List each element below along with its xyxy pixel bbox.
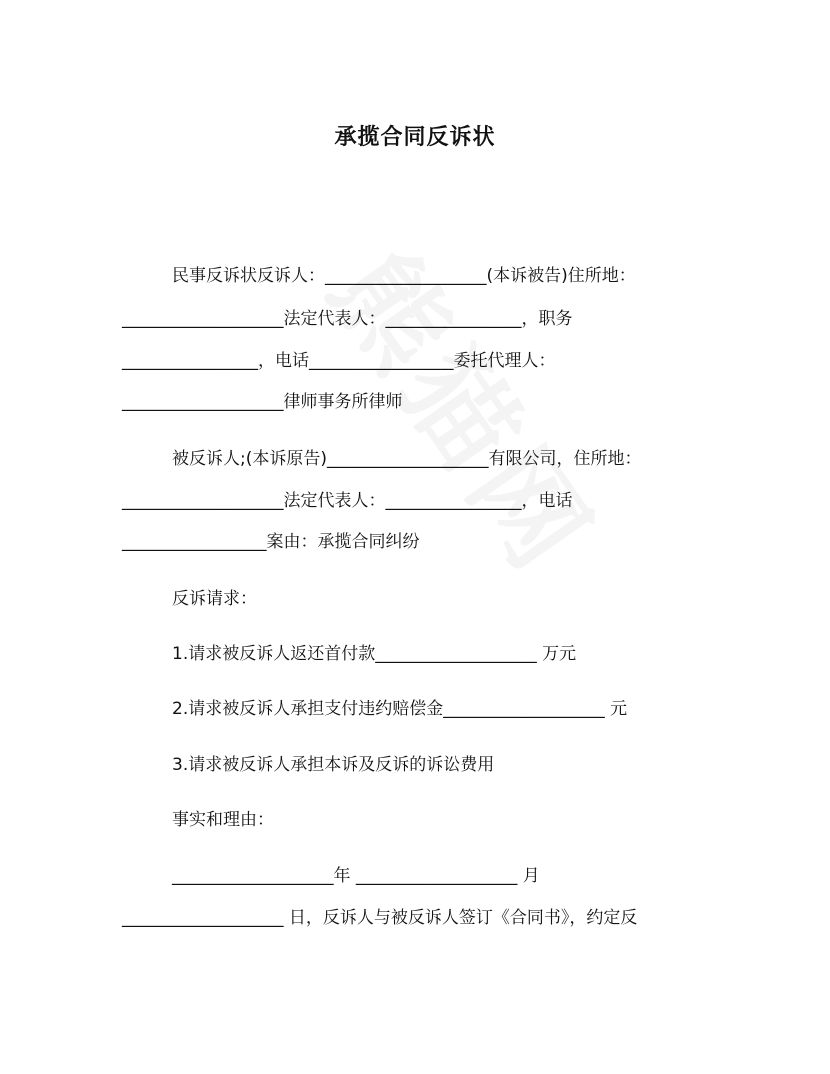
claim-item-2: 2.请求被反诉人承担支付违约赔偿金___________________ 元: [172, 699, 628, 719]
defendant-line-2: ___________________法定代表人：________________，电话: [122, 491, 573, 511]
plaintiff-line-3: ________________，电话_________________委托代理人：: [122, 351, 556, 371]
defendant-line-1: 被反诉人;(本诉原告)___________________有限公司，住所地：: [172, 449, 642, 469]
claim-item-3: 3.请求被反诉人承担本诉及反诉的诉讼费用: [172, 755, 495, 775]
facts-heading: 事实和理由：: [172, 810, 274, 830]
claim-item-1: 1.请求被反诉人返还首付款___________________ 万元: [172, 644, 577, 664]
claims-heading: 反诉请求：: [172, 589, 257, 609]
document-title: 承揽合同反诉状: [334, 125, 496, 150]
plaintiff-line-2: ___________________法定代表人：________________，职务: [122, 309, 573, 329]
facts-line-1: ___________________年 ___________________ 月: [172, 866, 540, 886]
plaintiff-line-1: 民事反诉状反诉人：___________________(本诉被告)住所地：: [172, 266, 636, 286]
facts-line-2: ___________________ 日，反诉人与被反诉人签订《合同书》，约定反: [122, 908, 638, 928]
plaintiff-line-4: ___________________律师事务所律师: [122, 392, 403, 412]
defendant-line-3: _________________案由：承揽合同纠纷: [122, 532, 420, 552]
